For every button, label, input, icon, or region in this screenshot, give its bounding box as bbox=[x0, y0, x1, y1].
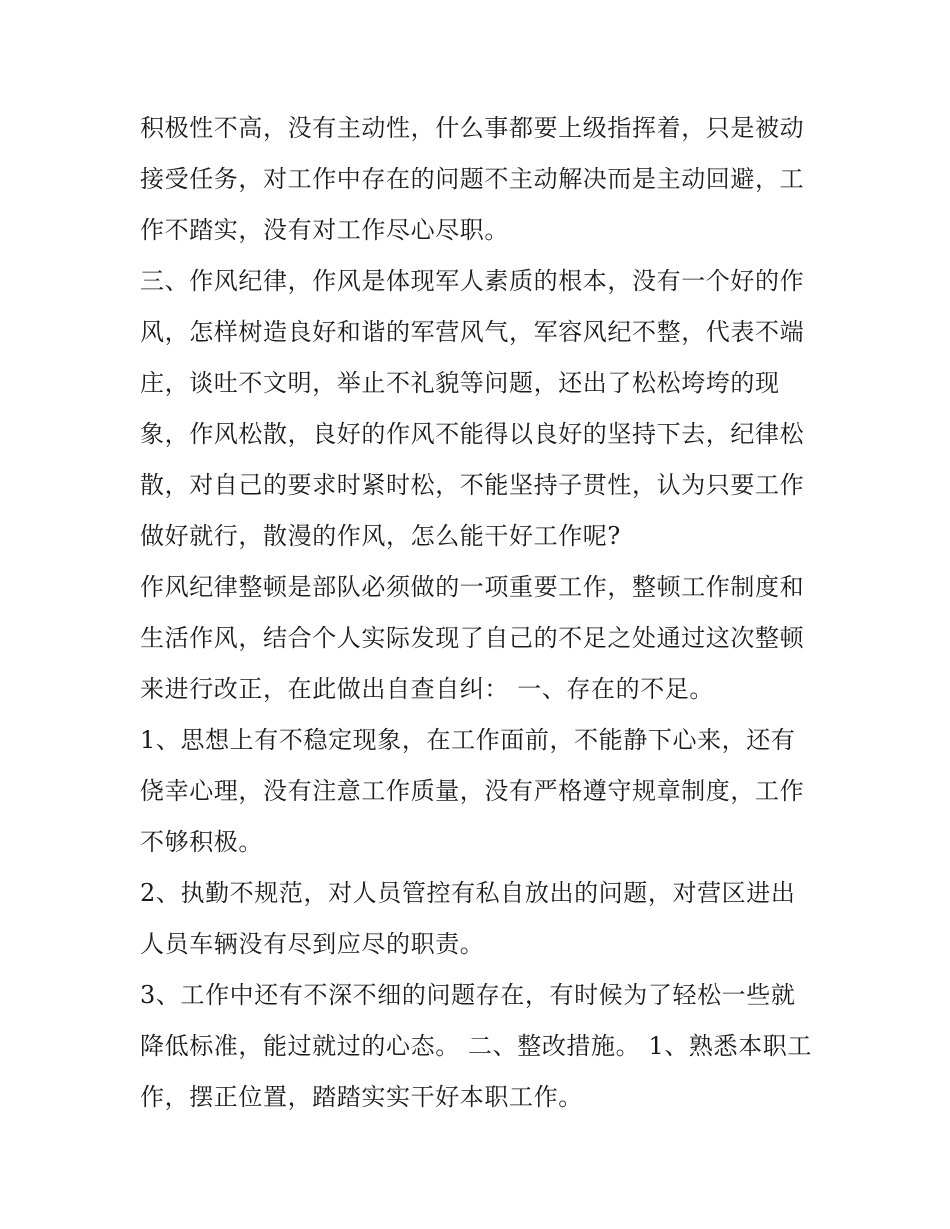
text-line: 生活作风，结合个人实际发现了自己的不足之处通过这次整顿 bbox=[140, 624, 805, 652]
text-line: 作不踏实，没有对工作尽心尽职。 bbox=[140, 216, 509, 244]
text-line: 不够积极。 bbox=[140, 828, 263, 856]
text-line: 做好就行，散漫的作风，怎么能干好工作呢? bbox=[140, 522, 621, 550]
text-line: 庄，谈吐不文明，举止不礼貌等问题，还出了松松垮垮的现 bbox=[140, 369, 780, 397]
text-line: 积极性不高，没有主动性，什么事都要上级指挥着，只是被动 bbox=[140, 114, 805, 142]
text-line: 来进行改正，在此做出自查自纠： 一、存在的不足。 bbox=[140, 675, 715, 703]
text-line: 1、思想上有不稳定现象，在工作面前，不能静下心来，还有 bbox=[140, 726, 796, 754]
text-line: 2、执勤不规范，对人员管控有私自放出的问题，对营区进出 bbox=[140, 879, 796, 907]
text-line: 接受任务，对工作中存在的问题不主动解决而是主动回避，工 bbox=[140, 165, 805, 193]
text-line: 散，对自己的要求时紧时松，不能坚持子贯性，认为只要工作 bbox=[140, 471, 805, 499]
text-line: 降低标准，能过就过的心态。 二、整改措施。 1、熟悉本职工 bbox=[140, 1032, 812, 1060]
text-line: 象，作风松散，良好的作风不能得以良好的坚持下去，纪律松 bbox=[140, 420, 805, 448]
text-line: 侥幸心理，没有注意工作质量，没有严格遵守规章制度，工作 bbox=[140, 777, 805, 805]
text-line: 3、工作中还有不深不细的问题存在，有时候为了轻松一些就 bbox=[140, 981, 796, 1009]
text-line: 三、作风纪律，作风是体现军人素质的根本，没有一个好的作 bbox=[140, 267, 805, 295]
text-line: 风，怎样树造良好和谐的军营风气，军容风纪不整，代表不端 bbox=[140, 318, 805, 346]
text-line: 人员车辆没有尽到应尽的职责。 bbox=[140, 930, 485, 958]
text-line: 作，摆正位置，踏踏实实干好本职工作。 bbox=[140, 1083, 583, 1111]
text-line: 作风纪律整顿是部队必须做的一项重要工作，整顿工作制度和 bbox=[140, 573, 805, 601]
